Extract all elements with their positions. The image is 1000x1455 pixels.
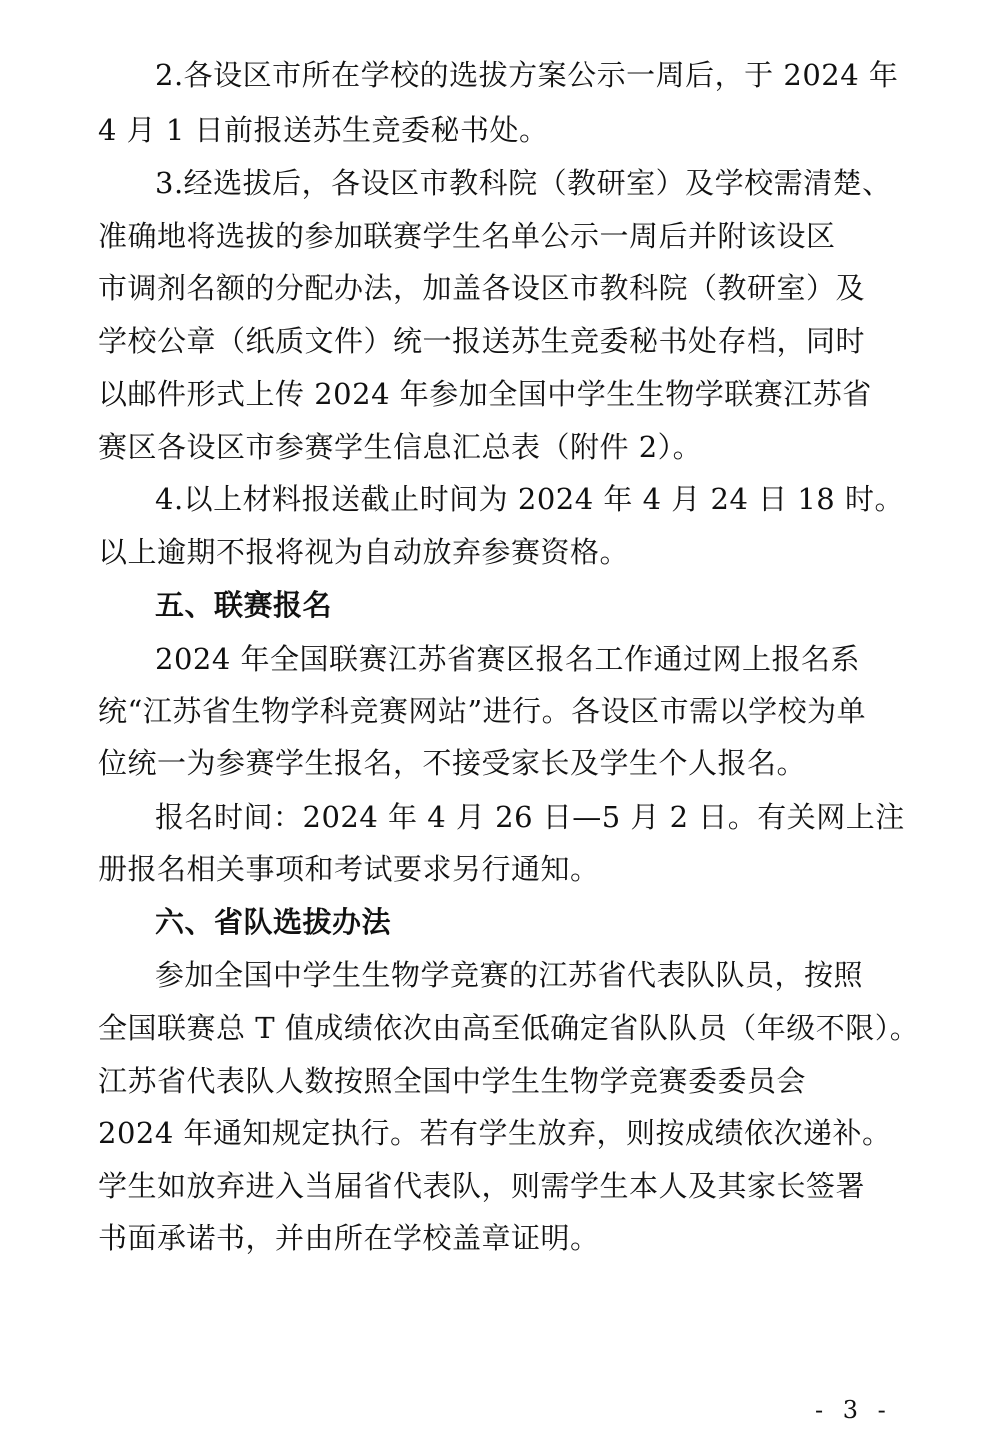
paragraph-line: 2.各设区市所在学校的选拔方案公示一周后，于 2024 年	[155, 58, 899, 92]
paragraph-line: 赛区各设区市参赛学生信息汇总表（附件 2）。	[98, 430, 703, 464]
paragraph-line: 3.经选拔后，各设区市教科院（教研室）及学校需清楚、	[155, 166, 892, 200]
paragraph-line: 以上逾期不报将视为自动放弃参赛资格。	[98, 535, 630, 569]
paragraph-line: 册报名相关事项和考试要求另行通知。	[98, 852, 600, 886]
paragraph-line: 报名时间：2024 年 4 月 26 日—5 月 2 日。有关网上注	[155, 800, 905, 834]
paragraph-line: 学生如放弃进入当届省代表队，则需学生本人及其家长签署	[98, 1169, 866, 1203]
paragraph-line: 2024 年全国联赛江苏省赛区报名工作通过网上报名系	[155, 642, 861, 676]
paragraph-line: 市调剂名额的分配办法，加盖各设区市教科院（教研室）及	[98, 271, 866, 305]
section-heading: 五、联赛报名	[155, 588, 333, 622]
section-heading: 六、省队选拔办法	[155, 905, 392, 939]
paragraph-line: 江苏省代表队人数按照全国中学生生物学竞赛委委员会	[98, 1064, 807, 1098]
paragraph-line: 参加全国中学生生物学竞赛的江苏省代表队队员，按照	[155, 958, 864, 992]
paragraph-line: 4 月 1 日前报送苏生竞委秘书处。	[98, 113, 549, 147]
paragraph-line: 全国联赛总 T 值成绩依次由高至低确定省队队员（年级不限）。	[98, 1011, 920, 1045]
paragraph-line: 位统一为参赛学生报名，不接受家长及学生个人报名。	[98, 746, 807, 780]
paragraph-line: 统“江苏省生物学科竞赛网站”进行。各设区市需以学校为单	[98, 694, 867, 728]
page-number: - 3 -	[815, 1396, 892, 1424]
paragraph-line: 4.以上材料报送截止时间为 2024 年 4 月 24 日 18 时。	[155, 482, 904, 516]
paragraph-line: 书面承诺书，并由所在学校盖章证明。	[98, 1221, 600, 1255]
paragraph-line: 2024 年通知规定执行。若有学生放弃，则按成绩依次递补。	[98, 1116, 892, 1150]
paragraph-line: 以邮件形式上传 2024 年参加全国中学生生物学联赛江苏省	[98, 377, 872, 411]
paragraph-line: 学校公章（纸质文件）统一报送苏生竞委秘书处存档，同时	[98, 324, 866, 358]
paragraph-line: 准确地将选拔的参加联赛学生名单公示一周后并附该设区	[98, 219, 836, 253]
